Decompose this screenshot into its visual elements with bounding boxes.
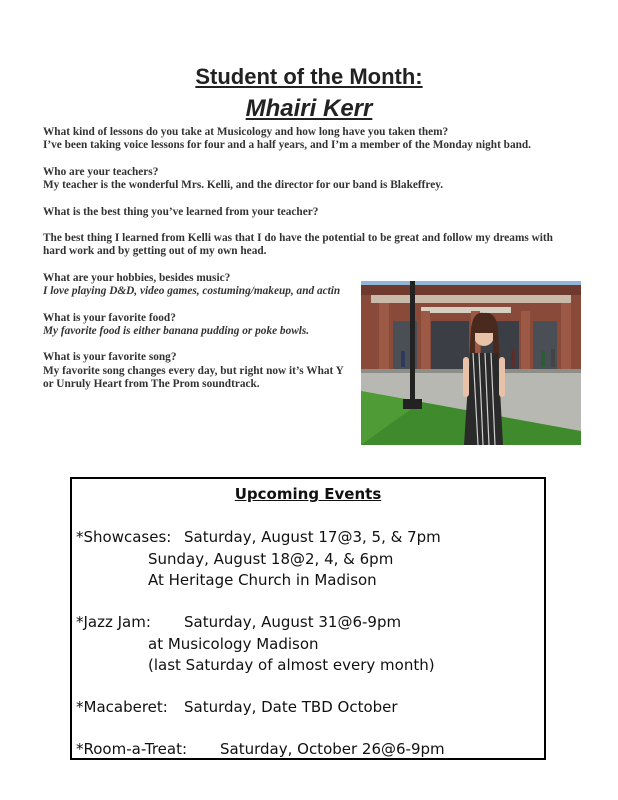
answer-song-line2: or Unruly Heart from The Prom soundtrack. bbox=[43, 378, 260, 391]
answer-best-thing: The best thing I learned from Kelli was that I do have the potential to be great and follow my dreams with hard work and by getting out of my own head. bbox=[43, 232, 553, 258]
room-a-treat-date: Saturday, October 26@6-9pm bbox=[220, 740, 445, 758]
answer-lessons: I’ve been taking voice lessons for four and a half years, and I’m a member of the Monday night band. bbox=[43, 139, 531, 152]
student-name: Mhairi Kerr bbox=[245, 95, 373, 122]
jazz-jam-location: at Musicology Madison bbox=[148, 635, 319, 653]
showcases-date-1: Saturday, August 17@3, 5, & 7pm bbox=[184, 528, 441, 546]
answer-song-line1: My favorite song changes every day, but right now it’s What Y bbox=[43, 364, 344, 377]
question-best-thing: What is the best thing you’ve learned from your teacher? bbox=[43, 205, 319, 218]
answer-teachers: My teacher is the wonderful Mrs. Kelli, and the director for our band is Blakeffrey. bbox=[43, 179, 444, 192]
question-song: What is your favorite song? bbox=[43, 351, 177, 364]
question-food: What is your favorite food? bbox=[43, 311, 176, 324]
showcases-location: At Heritage Church in Madison bbox=[148, 571, 377, 589]
answer-food: My favorite food is either banana pudding or poke bowls. bbox=[43, 325, 310, 338]
page-title: Student of the Month: bbox=[195, 64, 423, 89]
student-photo bbox=[361, 281, 581, 445]
jazz-jam-note: (last Saturday of almost every month) bbox=[148, 656, 435, 674]
showcases-label: *Showcases: bbox=[76, 528, 172, 546]
events-title: Upcoming Events bbox=[234, 485, 382, 503]
showcases-date-2: Sunday, August 18@2, 4, & 6pm bbox=[148, 550, 394, 568]
question-hobbies: What are your hobbies, besides music? bbox=[43, 271, 231, 284]
question-lessons: What kind of lessons do you take at Musicology and how long have you taken them? bbox=[43, 126, 449, 138]
macaberet-date: Saturday, Date TBD October bbox=[184, 698, 398, 716]
macaberet-label: *Macaberet: bbox=[76, 698, 168, 716]
answer-hobbies: I love playing D&D, video games, costuming/makeup, and actin bbox=[43, 285, 341, 298]
room-a-treat-label: *Room-a-Treat: bbox=[76, 740, 188, 758]
jazz-jam-date: Saturday, August 31@6-9pm bbox=[184, 613, 402, 631]
jazz-jam-label: *Jazz Jam: bbox=[76, 613, 151, 631]
upcoming-events-box bbox=[70, 477, 546, 760]
question-teachers: Who are your teachers? bbox=[43, 165, 159, 178]
